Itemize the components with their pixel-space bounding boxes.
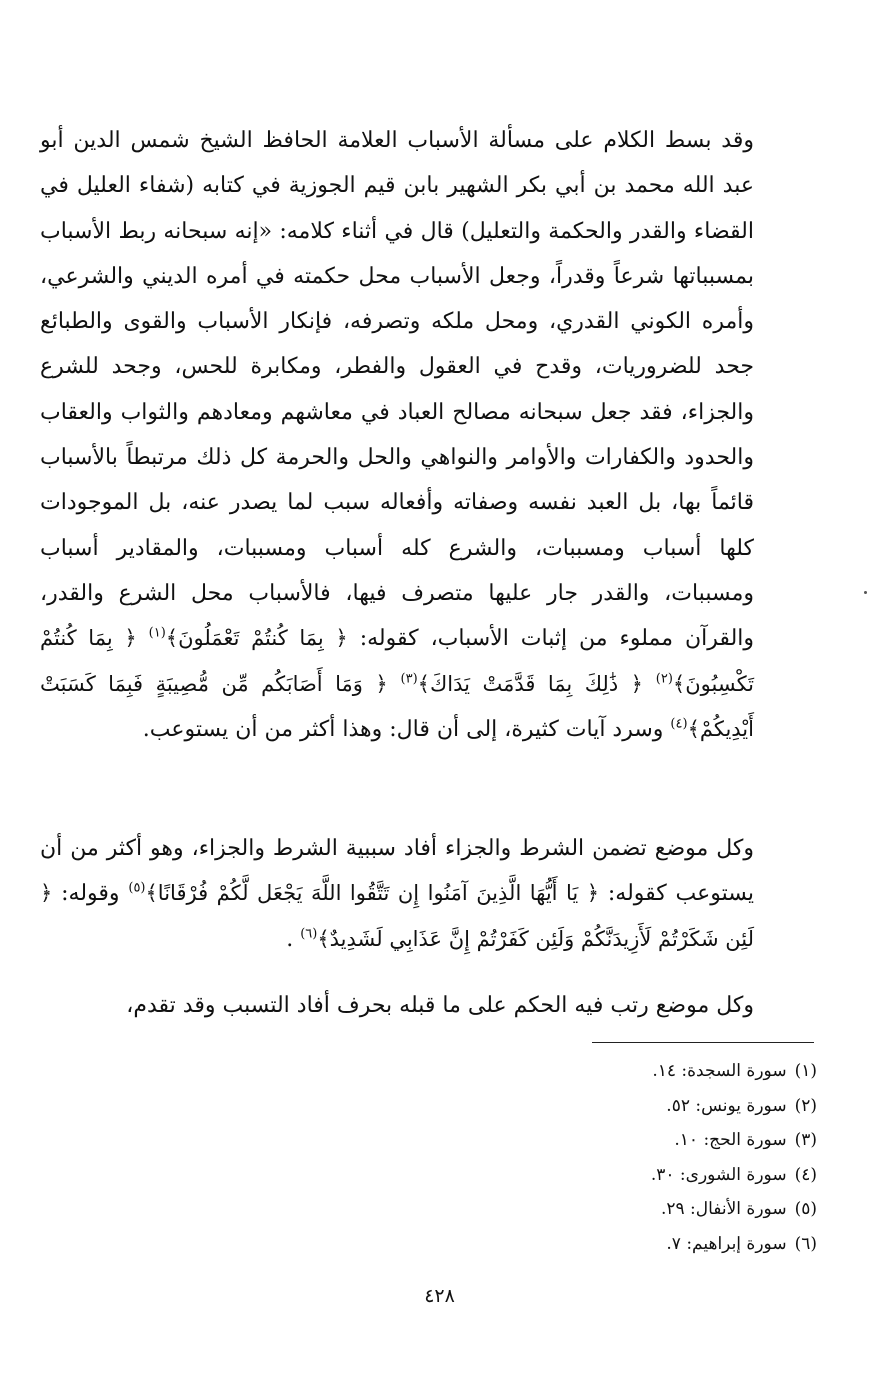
footnote-item xyxy=(651,1123,817,1158)
footnote-number: (٥) xyxy=(794,1199,817,1220)
quran-verse: ﴿ ذَٰلِكَ بِمَا قَدَّمَتْ يَدَاكَ﴾ xyxy=(417,671,643,696)
footnote-reference: (٥) xyxy=(128,880,146,896)
body-paragraph-3 xyxy=(40,983,814,1028)
footnotes-list xyxy=(651,1054,817,1262)
quran-verse: ﴿ لَئِن شَكَرْتُمْ لَأَزِيدَنَّكُمْ وَلَئِن كَفَرْتُمْ إِنَّ عَذَابِي لَشَدِيدٌ﴾ xyxy=(40,881,754,951)
footnote-item xyxy=(651,1227,817,1262)
footnote-item xyxy=(651,1089,817,1124)
footnote-number: (٣) xyxy=(794,1130,817,1151)
page-number: ٤٢٨ xyxy=(424,1285,455,1307)
paragraph-text: وكل موضع رتب فيه الحكم على ما قبله بحرف أفاد التسبب وقد تقدم، xyxy=(126,993,754,1018)
footnote-reference: (٣) xyxy=(400,671,418,687)
scan-speck xyxy=(864,591,867,594)
paragraph-text: وسرد آيات كثيرة، إلى أن قال: وهذا أكثر من أن يستوعب. xyxy=(142,716,664,742)
footnote-reference: (١) xyxy=(148,625,166,641)
footnote-number: (٦) xyxy=(794,1233,817,1254)
footnote-item xyxy=(651,1192,817,1227)
footnote-text: سورة الشورى: ٣٠. xyxy=(650,1164,787,1185)
paragraph-text: وقوله: xyxy=(61,881,120,907)
paragraph-text: وقد بسط الكلام على مسألة الأسباب العلامة الحافظ الشيخ شمس الدين أبو عبد الله محمد بن أبي بكر الشهير بابن قيم الجوزية في كتابه (شفاء العليل في القضاء والقدر والحكمة والتعليل) قال في أثناء كلامه: «إنه سبحانه ربط الأسباب بمسبباتها شرعاً وقدراً، وجعل الأسباب محل حكمته في أمره الديني والشرعي، وأمره الكوني القدري، ومحل ملكه وتصرفه، فإنكار الأسباب والقوى والطبائع جحد للضروريات، وقدح في العقول والفطر، ومكابرة للحس، وجحد للشرع والجزاء، فقد جعل سبحانه مصالح العباد في معاشهم ومعادهم والثواب والعقاب والحدود والكفارات والأوامر والنواهي والحل والحرمة كل ذلك مرتبطاً بالأسباب قائماً بها، بل العبد نفسه وصفاته وأفعاله سبب لما يصدر عنه، بل الموجودات كلها أسباب ومسببات، والشرع كله أسباب ومسببات، والمقادير أسباب ومسببات، والقدر جار عليها متصرف فيها، فالأسباب محل الشرع والقدر، والقرآن مملوء من إثبات الأسباب، كقوله: xyxy=(40,128,755,652)
footnote-number: (٤) xyxy=(794,1164,817,1185)
footnote-number: (١) xyxy=(794,1061,817,1081)
footnote-reference: (٢) xyxy=(655,671,673,687)
quran-verse: ﴿ وَمَا أَصَابَكُم مِّن مُّصِيبَةٍ فَبِمَا كَسَبَتْ أَيْدِيكُمْ﴾ xyxy=(40,671,754,741)
footnote-text: سورة الحج: ١٠. xyxy=(674,1130,787,1151)
quran-verse: ﴿ بِمَا كُنتُمْ تَكْسِبُونَ﴾ xyxy=(40,626,755,696)
footnote-reference: (٤) xyxy=(670,716,688,732)
footnote-item xyxy=(651,1054,817,1089)
paragraph-text: وكل موضع تضمن الشرط والجزاء أفاد سببية الشرط والجزاء، وهو أكثر من أن يستوعب كقوله: xyxy=(40,836,755,907)
footnote-number: (٢) xyxy=(794,1095,817,1116)
footnote-reference: (٦) xyxy=(300,926,318,942)
body-paragraph-1 xyxy=(40,118,814,752)
footnote-item xyxy=(651,1158,817,1193)
footnote-text: سورة يونس: ٥٢. xyxy=(666,1095,787,1116)
footnote-separator xyxy=(592,1042,814,1043)
paragraph-text: . xyxy=(286,926,294,952)
footnote-text: سورة إبراهيم: ٧. xyxy=(666,1233,787,1254)
footnote-text: سورة السجدة: ١٤. xyxy=(652,1061,787,1081)
quran-verse: ﴿ بِمَا كُنتُمْ تَعْمَلُونَ﴾ xyxy=(165,626,348,651)
footnote-text: سورة الأنفال: ٢٩. xyxy=(660,1199,787,1220)
body-paragraph-2 xyxy=(40,826,814,962)
quran-verse: ﴿ يَا أَيُّهَا الَّذِينَ آمَنُوا إِن تَتَّقُوا اللَّهَ يَجْعَل لَّكُمْ فُرْقَانًا﴾ xyxy=(145,881,600,906)
